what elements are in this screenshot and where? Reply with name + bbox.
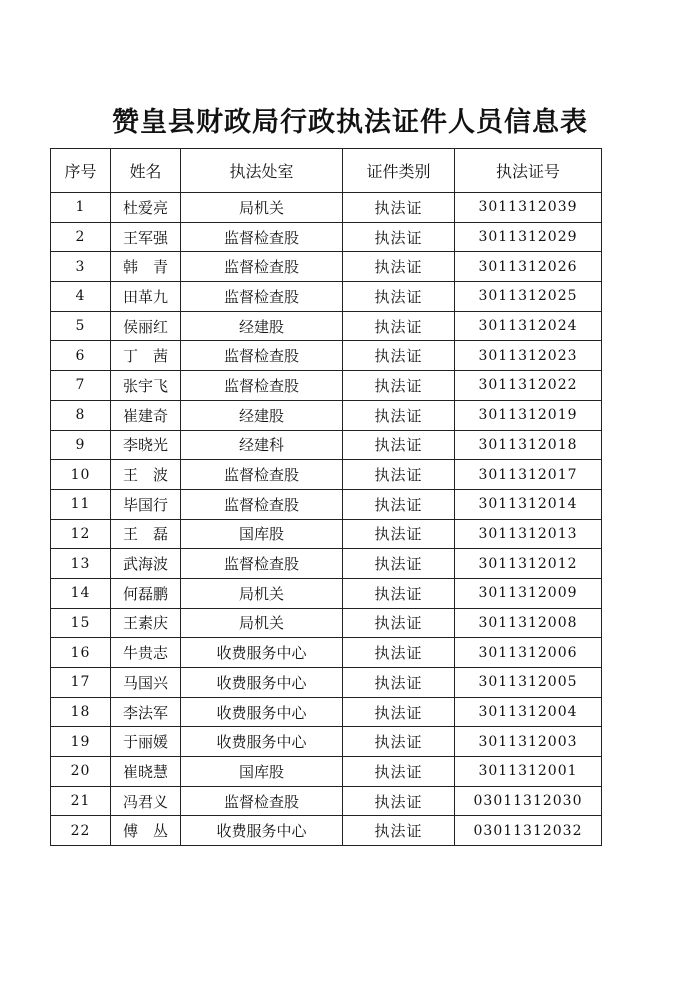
document-title: 赞皇县财政局行政执法证件人员信息表 bbox=[112, 107, 588, 138]
cell-department: 国库股 bbox=[181, 519, 343, 549]
cell-name: 丁 茜 bbox=[111, 341, 181, 371]
cell-cert-type: 执法证 bbox=[343, 252, 455, 282]
cell-name: 何磊鹏 bbox=[111, 578, 181, 608]
cell-department: 局机关 bbox=[181, 193, 343, 223]
cell-seq: 1 bbox=[51, 193, 111, 223]
table-body bbox=[51, 193, 602, 846]
cell-seq: 18 bbox=[51, 697, 111, 727]
table-header-row bbox=[51, 149, 602, 193]
cell-cert-number: 3011312005 bbox=[455, 668, 602, 698]
cell-cert-type: 执法证 bbox=[343, 430, 455, 460]
cell-name: 王 磊 bbox=[111, 519, 181, 549]
cell-cert-type: 执法证 bbox=[343, 311, 455, 341]
cell-cert-type: 执法证 bbox=[343, 282, 455, 312]
cell-department: 监督检查股 bbox=[181, 371, 343, 401]
cell-seq: 17 bbox=[51, 668, 111, 698]
table-row bbox=[51, 193, 602, 223]
cell-department: 监督检查股 bbox=[181, 341, 343, 371]
table-row bbox=[51, 668, 602, 698]
cell-department: 局机关 bbox=[181, 578, 343, 608]
cell-cert-number: 3011312009 bbox=[455, 578, 602, 608]
cell-cert-number: 3011312019 bbox=[455, 400, 602, 430]
cell-name: 武海波 bbox=[111, 549, 181, 579]
cell-department: 监督检查股 bbox=[181, 252, 343, 282]
cell-department: 经建股 bbox=[181, 311, 343, 341]
cell-seq: 5 bbox=[51, 311, 111, 341]
cell-cert-type: 执法证 bbox=[343, 460, 455, 490]
cell-seq: 13 bbox=[51, 549, 111, 579]
cell-seq: 21 bbox=[51, 786, 111, 816]
cell-name: 杜爱亮 bbox=[111, 193, 181, 223]
table-row bbox=[51, 222, 602, 252]
cell-department: 经建股 bbox=[181, 400, 343, 430]
cell-department: 收费服务中心 bbox=[181, 697, 343, 727]
personnel-table bbox=[50, 148, 602, 846]
header-department: 执法处室 bbox=[181, 149, 343, 193]
cell-cert-type: 执法证 bbox=[343, 786, 455, 816]
cell-cert-number: 3011312013 bbox=[455, 519, 602, 549]
cell-cert-type: 执法证 bbox=[343, 489, 455, 519]
cell-department: 收费服务中心 bbox=[181, 668, 343, 698]
cell-name: 马国兴 bbox=[111, 668, 181, 698]
cell-cert-number: 03011312030 bbox=[455, 786, 602, 816]
cell-name: 冯君义 bbox=[111, 786, 181, 816]
cell-name: 傅 丛 bbox=[111, 816, 181, 846]
cell-cert-number: 3011312018 bbox=[455, 430, 602, 460]
cell-name: 侯丽红 bbox=[111, 311, 181, 341]
table-row bbox=[51, 430, 602, 460]
table-row bbox=[51, 816, 602, 846]
table-row bbox=[51, 341, 602, 371]
header-cert-type: 证件类别 bbox=[343, 149, 455, 193]
cell-department: 收费服务中心 bbox=[181, 816, 343, 846]
cell-cert-type: 执法证 bbox=[343, 519, 455, 549]
cell-seq: 10 bbox=[51, 460, 111, 490]
table-row bbox=[51, 311, 602, 341]
table-row bbox=[51, 638, 602, 668]
cell-cert-type: 执法证 bbox=[343, 697, 455, 727]
cell-department: 监督检查股 bbox=[181, 489, 343, 519]
cell-seq: 4 bbox=[51, 282, 111, 312]
cell-seq: 12 bbox=[51, 519, 111, 549]
cell-cert-type: 执法证 bbox=[343, 757, 455, 787]
cell-seq: 7 bbox=[51, 371, 111, 401]
cell-department: 监督检查股 bbox=[181, 282, 343, 312]
cell-cert-type: 执法证 bbox=[343, 341, 455, 371]
cell-cert-type: 执法证 bbox=[343, 727, 455, 757]
cell-name: 李法军 bbox=[111, 697, 181, 727]
cell-name: 韩 青 bbox=[111, 252, 181, 282]
cell-department: 监督检查股 bbox=[181, 460, 343, 490]
cell-name: 崔晓慧 bbox=[111, 757, 181, 787]
cell-name: 李晓光 bbox=[111, 430, 181, 460]
cell-seq: 8 bbox=[51, 400, 111, 430]
cell-cert-type: 执法证 bbox=[343, 638, 455, 668]
cell-name: 王军强 bbox=[111, 222, 181, 252]
cell-seq: 2 bbox=[51, 222, 111, 252]
cell-cert-number: 3011312024 bbox=[455, 311, 602, 341]
table-row bbox=[51, 282, 602, 312]
cell-cert-number: 3011312029 bbox=[455, 222, 602, 252]
cell-cert-number: 3011312014 bbox=[455, 489, 602, 519]
header-name: 姓名 bbox=[111, 149, 181, 193]
cell-seq: 16 bbox=[51, 638, 111, 668]
cell-cert-number: 03011312032 bbox=[455, 816, 602, 846]
cell-cert-type: 执法证 bbox=[343, 222, 455, 252]
table-row bbox=[51, 727, 602, 757]
table-row bbox=[51, 697, 602, 727]
cell-cert-type: 执法证 bbox=[343, 608, 455, 638]
cell-cert-number: 3011312006 bbox=[455, 638, 602, 668]
cell-department: 局机关 bbox=[181, 608, 343, 638]
table-row bbox=[51, 489, 602, 519]
cell-name: 毕国行 bbox=[111, 489, 181, 519]
table-row bbox=[51, 608, 602, 638]
cell-name: 张宇飞 bbox=[111, 371, 181, 401]
cell-seq: 14 bbox=[51, 578, 111, 608]
cell-seq: 9 bbox=[51, 430, 111, 460]
cell-name: 崔建奇 bbox=[111, 400, 181, 430]
cell-cert-number: 3011312008 bbox=[455, 608, 602, 638]
cell-cert-number: 3011312004 bbox=[455, 697, 602, 727]
cell-cert-type: 执法证 bbox=[343, 400, 455, 430]
table-row bbox=[51, 519, 602, 549]
table-row bbox=[51, 460, 602, 490]
table-row bbox=[51, 757, 602, 787]
cell-seq: 6 bbox=[51, 341, 111, 371]
table-row bbox=[51, 252, 602, 282]
table-row bbox=[51, 786, 602, 816]
cell-seq: 11 bbox=[51, 489, 111, 519]
header-seq: 序号 bbox=[51, 149, 111, 193]
cell-department: 经建科 bbox=[181, 430, 343, 460]
table-row bbox=[51, 578, 602, 608]
cell-cert-type: 执法证 bbox=[343, 371, 455, 401]
cell-cert-number: 3011312012 bbox=[455, 549, 602, 579]
cell-department: 监督检查股 bbox=[181, 549, 343, 579]
cell-department: 国库股 bbox=[181, 757, 343, 787]
cell-name: 王素庆 bbox=[111, 608, 181, 638]
cell-seq: 19 bbox=[51, 727, 111, 757]
cell-cert-type: 执法证 bbox=[343, 193, 455, 223]
cell-department: 收费服务中心 bbox=[181, 638, 343, 668]
table-row bbox=[51, 400, 602, 430]
cell-department: 监督检查股 bbox=[181, 786, 343, 816]
cell-name: 牛贵志 bbox=[111, 638, 181, 668]
table-row bbox=[51, 371, 602, 401]
cell-department: 监督检查股 bbox=[181, 222, 343, 252]
cell-cert-number: 3011312003 bbox=[455, 727, 602, 757]
cell-cert-type: 执法证 bbox=[343, 578, 455, 608]
cell-cert-number: 3011312023 bbox=[455, 341, 602, 371]
cell-seq: 3 bbox=[51, 252, 111, 282]
header-cert-number: 执法证号 bbox=[455, 149, 602, 193]
cell-cert-number: 3011312022 bbox=[455, 371, 602, 401]
cell-cert-number: 3011312025 bbox=[455, 282, 602, 312]
cell-cert-number: 3011312039 bbox=[455, 193, 602, 223]
cell-cert-type: 执法证 bbox=[343, 816, 455, 846]
cell-name: 于丽媛 bbox=[111, 727, 181, 757]
cell-department: 收费服务中心 bbox=[181, 727, 343, 757]
cell-cert-number: 3011312001 bbox=[455, 757, 602, 787]
cell-cert-type: 执法证 bbox=[343, 549, 455, 579]
table-row bbox=[51, 549, 602, 579]
cell-name: 王 波 bbox=[111, 460, 181, 490]
cell-cert-type: 执法证 bbox=[343, 668, 455, 698]
cell-seq: 15 bbox=[51, 608, 111, 638]
cell-seq: 20 bbox=[51, 757, 111, 787]
cell-cert-number: 3011312017 bbox=[455, 460, 602, 490]
cell-cert-number: 3011312026 bbox=[455, 252, 602, 282]
cell-name: 田革九 bbox=[111, 282, 181, 312]
cell-seq: 22 bbox=[51, 816, 111, 846]
